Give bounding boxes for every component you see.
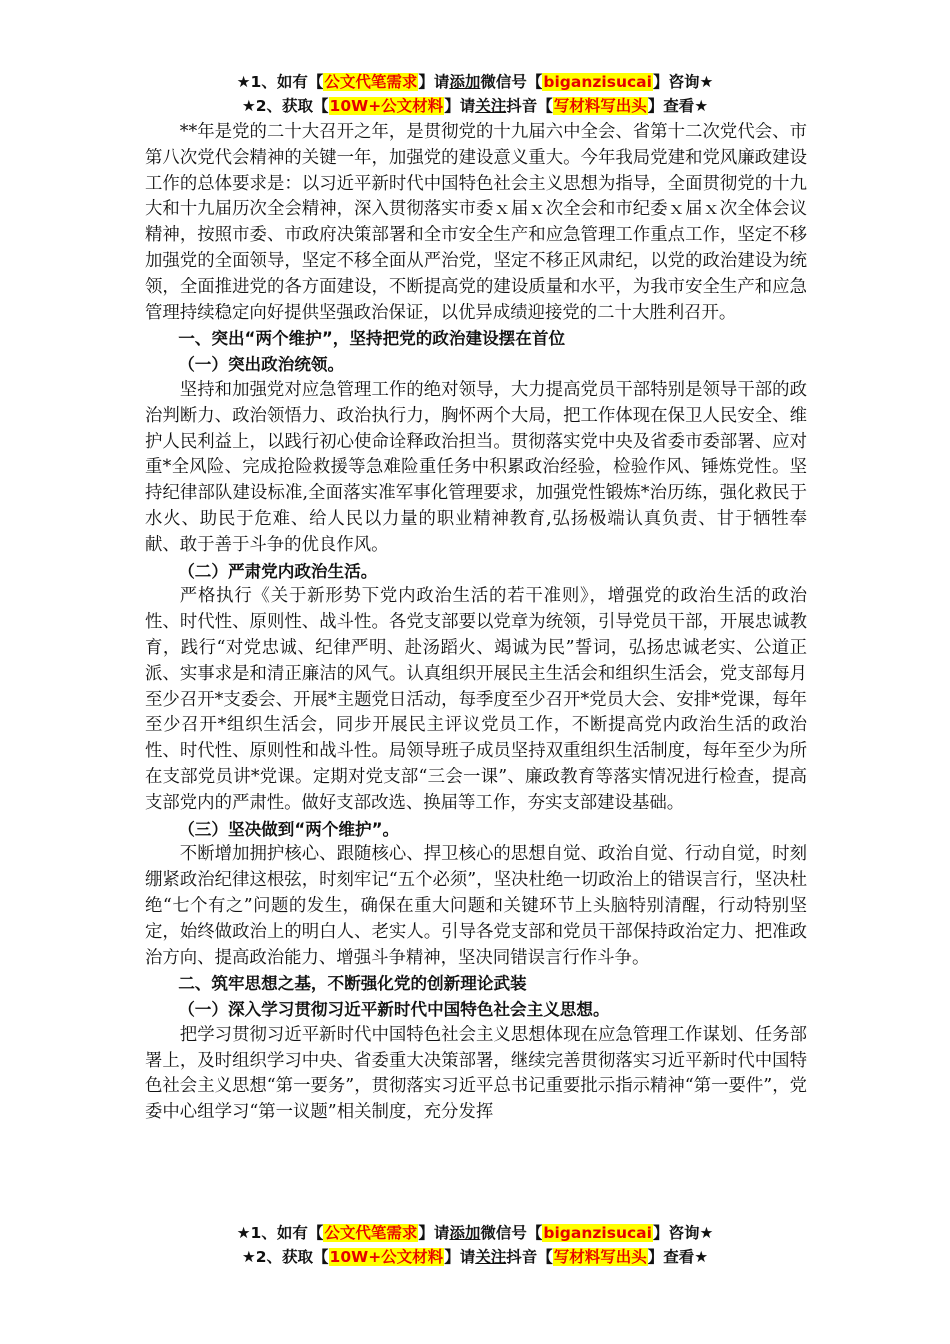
banner-text: 抖音【 xyxy=(506,97,553,115)
banner-text: 】咨询★ xyxy=(652,73,714,91)
highlight-service: 公文代笔需求 xyxy=(324,73,418,91)
highlight-service: 公文代笔需求 xyxy=(324,1224,418,1242)
banner-text: 微信号【 xyxy=(480,73,543,91)
banner-line-1 xyxy=(0,1221,950,1245)
highlight-materials: 10W+公文材料 xyxy=(329,97,444,115)
highlight-wechat-id: biganzisucai xyxy=(543,1224,652,1242)
banner-text: ★2、获取【 xyxy=(241,97,329,115)
section-1-paragraph-3: 不断增加拥护核心、跟随核心、捍卫核心的思想自觉、政治自觉、行动自觉，时刻绷紧政治纪律这根弦，时刻牢记“五个必须”，坚决杜绝一切政治上的错误言行，坚决杜绝“七个有之”问题的发生，确保在重大问题和关键环节上头脑特别清醒，行动特别坚定，始终做政治上的明白人、老实人。引导各党支部和党员干部保持政治定力、把准政治方向、提高政治能力、增强斗争精神，坚决同错误言行作斗争。 xyxy=(145,844,807,968)
banner-line-2 xyxy=(0,94,950,118)
top-banner xyxy=(0,70,950,118)
section-2-heading: 二、筑牢思想之基，不断强化党的创新理论武装 xyxy=(178,974,527,994)
section-2-paragraph-1: 把学习贯彻习近平新时代中国特色社会主义思想体现在应急管理工作谋划、任务部署上，及时组织学习中央、省委重大决策部署，继续完善贯彻落实习近平新时代中国特色社会主义思想“第一要务”，贯彻落实习近平总书记重要批示指示精神“第一要件”，党委中心组学习“第一议题”相关制度，充分发挥 xyxy=(145,1024,807,1123)
banner-text: 】请 xyxy=(444,97,476,115)
banner-text: 】查看★ xyxy=(647,97,709,115)
banner-underline-text: 添加 xyxy=(449,73,481,91)
section-1-subheading-2: （二）严肃党内政治生活。 xyxy=(178,561,378,581)
section-1-subheading-3: （三）坚决做到“两个维护”。 xyxy=(178,819,400,839)
banner-text: 抖音【 xyxy=(506,1248,553,1266)
highlight-douyin-account: 写材料写出头 xyxy=(553,1248,647,1266)
banner-text: ★1、如有【 xyxy=(236,73,324,91)
highlight-materials: 10W+公文材料 xyxy=(329,1248,444,1266)
banner-text: ★2、获取【 xyxy=(241,1248,329,1266)
banner-line-2 xyxy=(0,1245,950,1269)
banner-underline-text: 添加 xyxy=(449,1224,481,1242)
banner-text: 】咨询★ xyxy=(652,1224,714,1242)
banner-text: 】请 xyxy=(444,1248,476,1266)
highlight-douyin-account: 写材料写出头 xyxy=(553,97,647,115)
banner-text: 】查看★ xyxy=(647,1248,709,1266)
bottom-banner xyxy=(0,1221,950,1269)
banner-underline-text: 关注 xyxy=(475,1248,507,1266)
section-1-subheading-1: （一）突出政治统领。 xyxy=(178,355,345,375)
banner-line-1 xyxy=(0,70,950,94)
document-body xyxy=(145,120,807,1126)
banner-text: 】请 xyxy=(418,1224,450,1242)
banner-text: 微信号【 xyxy=(480,1224,543,1242)
section-1-heading: 一、突出“两个维护”，坚持把党的政治建设摆在首位 xyxy=(178,329,566,349)
section-2-subheading-1: （一）深入学习贯彻习近平新时代中国特色社会主义思想。 xyxy=(178,1000,610,1020)
section-1-paragraph-2: 严格执行《关于新形势下党内政治生活的若干准则》，增强党的政治生活的政治性、时代性、原则性、战斗性。各党支部要以党章为统领，引导党员干部，开展忠诚教育，践行“对党忠诚、纪律严明、赴汤蹈火、竭诚为民”誓词，弘扬忠诚老实、公道正派、实事求是和清正廉洁的风气。认真组织开展民主生活会和组织生活会，党支部每月至少召开*支委会、开展*主题党日活动，每季度至少召开*党员大会、安排*党课，每年至少召开*组织生活会，同步开展民主评议党员工作，不断提高党内政治生活的政治性、时代性、原则性和战斗性。局领导班子成员坚持双重组织生活制度，每年至少为所在支部党员讲*党课。定期对党支部“三会一课”、廉政教育等落实情况进行检查，提高支部党内的严肃性。做好支部改选、换届等工作，夯实支部建设基础。 xyxy=(145,586,807,813)
banner-text: 】请 xyxy=(418,73,450,91)
intro-paragraph: **年是党的二十大召开之年，是贯彻党的十九届六中全会、省第十二次党代会、市第八次党代会精神的关键一年，加强党的建设意义重大。今年我局党建和党风廉政建设工作的总体要求是：以习近平新时代中国特色社会主义思想为指导，全面贯彻党的十九大和十九届历次全会精神，深入贯彻落实市委ｘ届ｘ次全会和市纪委ｘ届ｘ次全体会议精神，按照市委、市政府决策部署和全市安全生产和应急管理工作重点工作，坚定不移加强党的全面领导，坚定不移全面从严治党，坚定不移正风肃纪，以党的政治建设为统领，全面推进党的各方面建设，不断提高党的建设质量和水平，为我市安全生产和应急管理持续稳定向好提供坚强政治保证，以优异成绩迎接党的二十大胜利召开。 xyxy=(145,122,807,323)
banner-underline-text: 关注 xyxy=(475,97,507,115)
highlight-wechat-id: biganzisucai xyxy=(543,73,652,91)
section-1-paragraph-1: 坚持和加强党对应急管理工作的绝对领导，大力提高党员干部特别是领导干部的政治判断力、政治领悟力、政治执行力，胸怀两个大局，把工作体现在保卫人民安全、维护人民利益上，以践行初心使命诠释政治担当。贯彻落实党中央及省委市委部署、应对重*全风险、完成抢险救援等急难险重任务中积累政治经验，检验作风、锤炼党性。坚持纪律部队建设标准,全面落实准军事化管理要求，加强党性锻炼*治历练，强化救民于水火、助民于危难、给人民以力量的职业精神教育,弘扬极端认真负责、甘于牺牲奉献、敢于善于斗争的优良作风。 xyxy=(145,379,807,555)
banner-text: ★1、如有【 xyxy=(236,1224,324,1242)
